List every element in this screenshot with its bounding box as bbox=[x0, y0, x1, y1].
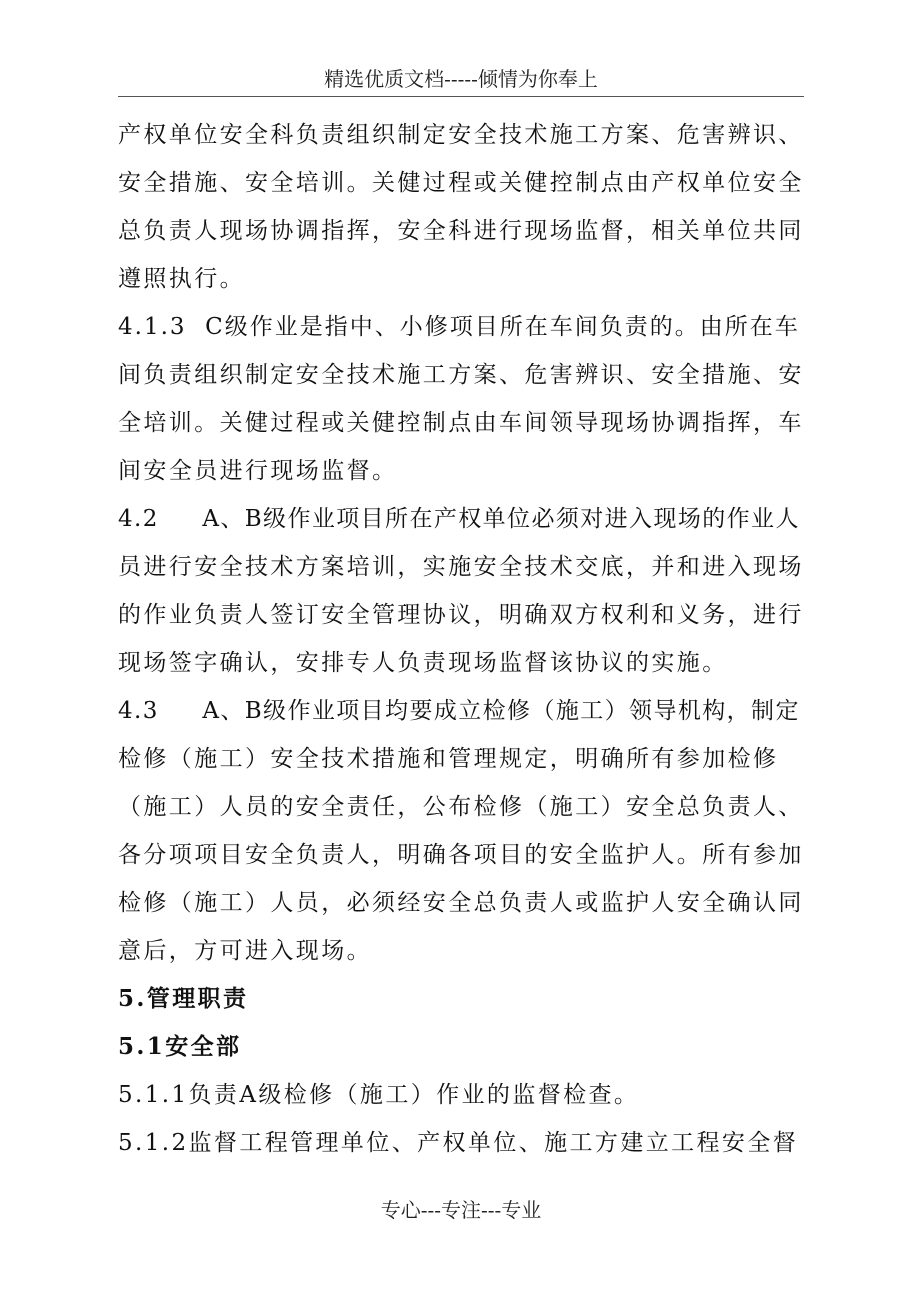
page-footer: 专心---专注---专业 bbox=[380, 1198, 542, 1222]
paragraph-line: 产权单位安全科负责组织制定安全技术施工方案、危害辨识、 bbox=[118, 122, 804, 148]
section-4-1-3-line: 4.1.3 C级作业是指中、小修项目所在车间负责的。由所在车 bbox=[118, 314, 800, 340]
paragraph-line: 员进行安全技术方案培训，实施安全技术交底，并和进入现场 bbox=[118, 554, 804, 580]
paragraph-line: （施工）人员的安全责任，公布检修（施工）安全总负责人、 bbox=[118, 794, 804, 820]
paragraph-line: 总负责人现场协调指挥，安全科进行现场监督，相关单位共同 bbox=[118, 218, 804, 244]
page-header: 精选优质文档-----倾情为你奉上 bbox=[324, 67, 598, 91]
header-divider bbox=[118, 96, 804, 97]
paragraph-line: 意后，方可进入现场。 bbox=[118, 938, 372, 964]
paragraph-line: 间负责组织制定安全技术施工方案、危害辨识、安全措施、安 bbox=[118, 362, 804, 388]
section-heading-5: 5.管理职责 bbox=[118, 985, 249, 1012]
paragraph-line: 的作业负责人签订安全管理协议，明确双方权利和义务，进行 bbox=[118, 602, 804, 628]
section-heading-5-1: 5.1安全部 bbox=[118, 1033, 242, 1060]
paragraph-line: 现场签字确认，安排专人负责现场监督该协议的实施。 bbox=[118, 650, 728, 676]
paragraph-line: 遵照执行。 bbox=[118, 266, 245, 292]
paragraph-line: 全培训。关健过程或关健控制点由车间领导现场协调指挥，车 bbox=[118, 410, 804, 436]
section-4-2-line: 4.2 A、B级作业项目所在产权单位必须对进入现场的作业人 bbox=[118, 506, 800, 532]
section-4-3-line: 4.3 A、B级作业项目均要成立检修（施工）领导机构，制定 bbox=[118, 698, 800, 724]
paragraph-line: 间安全员进行现场监督。 bbox=[118, 458, 398, 484]
paragraph-line: 检修（施工）人员，必须经安全总负责人或监护人安全确认同 bbox=[118, 890, 804, 916]
paragraph-line: 安全措施、安全培训。关健过程或关健控制点由产权单位安全 bbox=[118, 170, 804, 196]
paragraph-line: 各分项项目安全负责人，明确各项目的安全监护人。所有参加 bbox=[118, 842, 804, 868]
section-5-1-2-line: 5.1.2监督工程管理单位、产权单位、施工方建立工程安全督 bbox=[118, 1130, 799, 1156]
section-5-1-1-line: 5.1.1负责A级检修（施工）作业的监督检查。 bbox=[118, 1082, 640, 1108]
paragraph-line: 检修（施工）安全技术措施和管理规定，明确所有参加检修 bbox=[118, 746, 779, 772]
